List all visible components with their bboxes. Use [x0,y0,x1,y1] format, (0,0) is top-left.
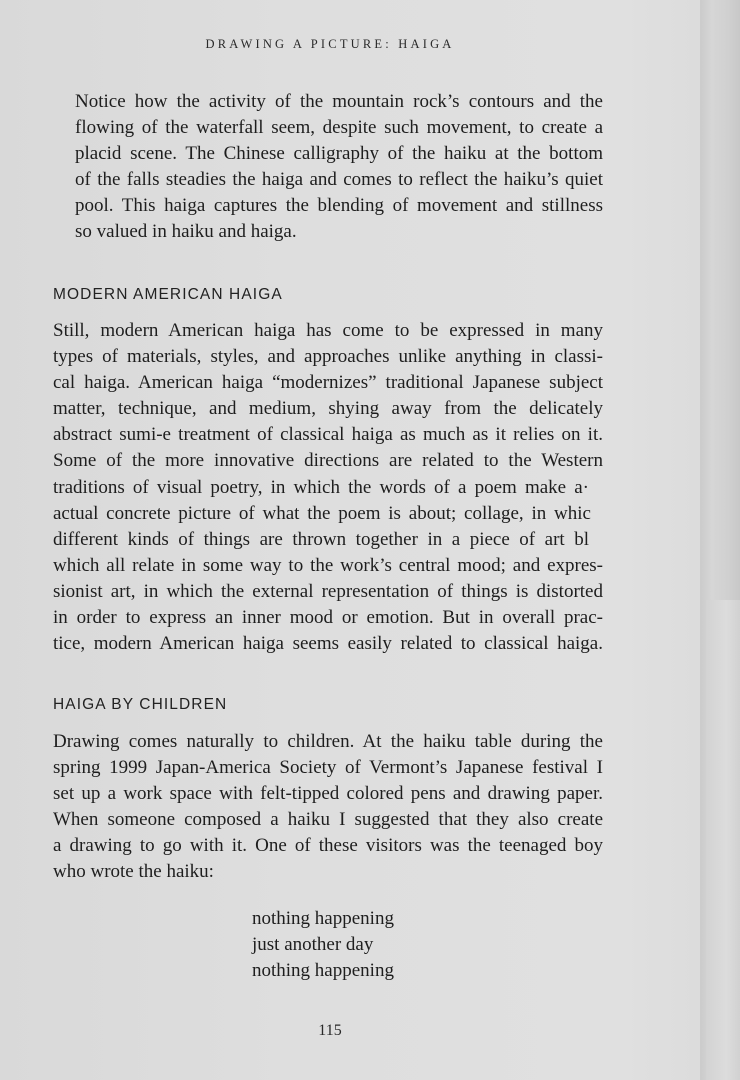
text-line: placid scene. The Chinese calligraphy of the haiku at the bottom [75,143,603,165]
text-line: When someone composed a haiku I suggested that they also create [53,809,603,831]
text-line: abstract sumi-e treatment of classical haiga as much as it relies on it. [53,424,603,446]
text-line: tice, modern American haiga seems easily related to classical haiga. [53,633,603,655]
text-line: pool. This haiga captures the blending of movement and stillness [75,195,603,217]
poem-line: nothing happening [252,908,394,929]
poem-line: just another day [252,934,374,955]
folded-page-edge-lower [706,600,740,1080]
section-heading-haiga-by-children: HAIGA BY CHILDREN [53,696,228,713]
text-line: Still, modern American haiga has come to be expressed in many [53,320,603,341]
text-line-clipped: actual concrete picture of what the poem is about; collage, in whic [53,502,591,524]
section-heading-modern-american-haiga: MODERN AMERICAN HAIGA [53,286,283,303]
text-line: who wrote the haiku: [53,861,214,883]
text-line: Drawing comes naturally to children. At the haiku table during the [53,731,603,752]
text-line: a drawing to go with it. One of these visitors was the teenaged boy [53,835,603,857]
text-line-clipped: traditions of visual poetry, in which the words of a poem make a· [53,476,589,498]
haiku-poem [252,906,394,984]
text-line-clipped: different kinds of things are thrown together in a piece of art bl [53,528,589,550]
text-line: cal haiga. American haiga “modernizes” traditional Japanese subject [53,372,603,394]
text-line: Some of the more innovative directions are related to the Western [53,450,603,472]
poem-line: nothing happening [252,960,394,981]
text-line: set up a work space with felt-tipped colored pens and drawing paper. [53,783,603,805]
text-line: types of materials, styles, and approaches unlike anything in classi- [53,346,603,368]
paragraph-1 [53,89,603,246]
text-line: which all relate in some way to the work’s central mood; and expres- [53,554,603,576]
text-line: spring 1999 Japan-America Society of Vermont’s Japanese festival I [53,757,603,779]
text-line: matter, technique, and medium, shying away from the delicately [53,398,603,420]
running-head: DRAWING A PICTURE: HAIGA [205,37,455,51]
paragraph-modern-american-haiga [53,318,603,657]
text-line: in order to express an inner mood or emotion. But in overall prac- [53,607,603,629]
page-number: 115 [318,1022,342,1039]
text-line: of the falls steadies the haiga and comes to reflect the haiku’s quiet [75,169,603,191]
paragraph-haiga-by-children [53,729,603,886]
text-line: flowing of the waterfall seem, despite such movement, to create a [75,117,603,139]
text-line: sionist art, in which the external representation of things is distorted [53,580,603,602]
text-line: Notice how the activity of the mountain rock’s contours and the [75,91,603,112]
text-line: so valued in haiku and haiga. [75,221,297,243]
